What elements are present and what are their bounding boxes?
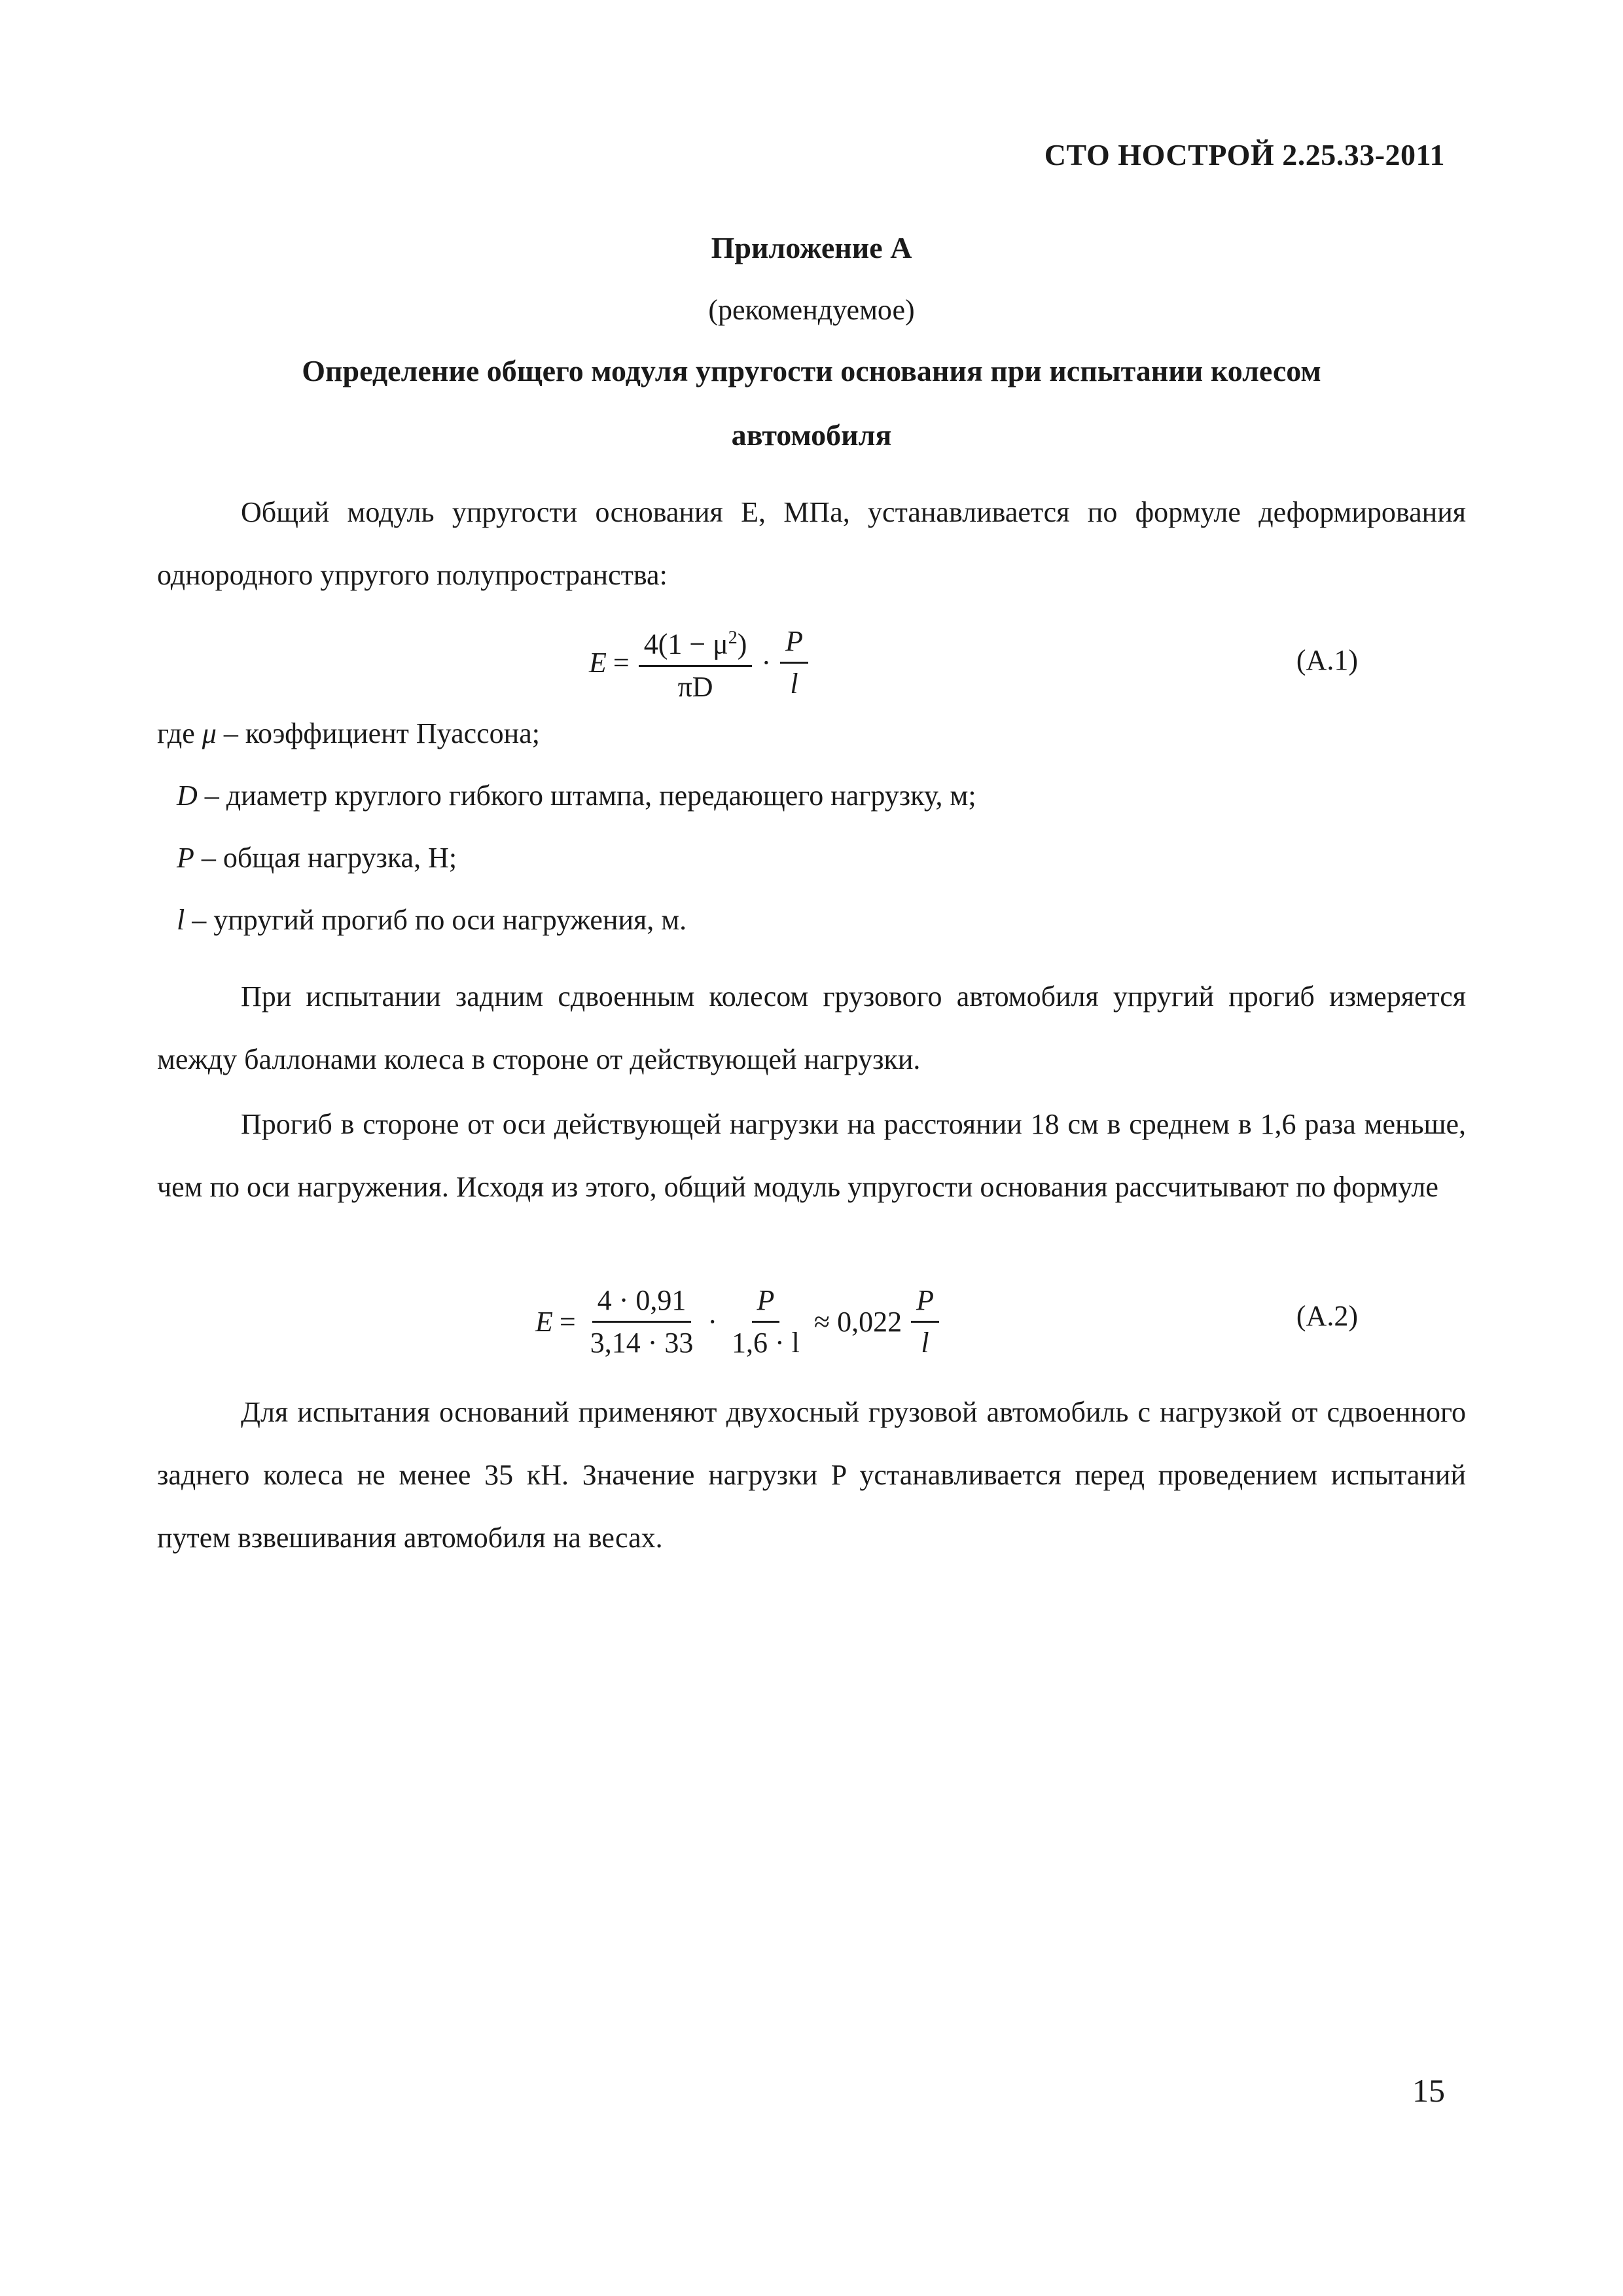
paragraph-2: При испытании задним сдвоенным колесом грузового автомобиля упругий прогиб измеряется между баллонами колеса в стороне от действующей нагрузки.	[157, 980, 1466, 1075]
definition-mu-text: – коэффициент Пуассона;	[216, 717, 540, 749]
definition-mu	[157, 717, 540, 750]
paragraph-3: Прогиб в стороне от оси действующей нагрузки на расстоянии 18 см в среднем в 1,6 раза меньше, чем по оси нагружения. Исходя из этого, общий модуль упругости основания рассчитывают по формуле	[157, 1108, 1466, 1203]
formula-a2-approx: ≈ 0,022	[813, 1306, 902, 1338]
definition-d-text: – диаметр круглого гибкого штампа, передающего нагрузку, м;	[197, 780, 976, 812]
formula-a1-label: (А.1)	[1296, 644, 1358, 676]
formula-a2-numerator-1: 4 · 0,91	[592, 1283, 692, 1323]
definition-d-symbol: D	[177, 780, 198, 812]
formula-a1	[589, 620, 811, 705]
formula-a1-num1-close: )	[737, 628, 747, 660]
formula-a1-lhs: E	[589, 646, 607, 679]
formula-a2-denominator-1: 3,14 · 33	[590, 1327, 694, 1359]
formula-a2	[535, 1283, 942, 1361]
formula-a1-denominator-1: πD	[677, 670, 713, 703]
formula-a2-lhs: E	[535, 1306, 553, 1338]
paragraph-4: Для испытания оснований применяют двухосный грузовой автомобиль с нагрузкой от сдвоенного заднего колеса не менее 35 кН. Значение нагрузки P устанавливается перед проведением испытаний путем взвешивания автомобиля на весах.	[157, 1396, 1466, 1554]
definition-p-text: – общая нагрузка, Н;	[194, 842, 457, 874]
paragraph-1-block	[157, 481, 1466, 607]
appendix-status: (рекомендуемое)	[708, 294, 915, 326]
formula-a2-dot: ·	[707, 1306, 718, 1338]
paragraph-2-block	[157, 965, 1466, 1091]
formula-a2-equals: =	[559, 1306, 576, 1338]
definition-l-symbol: l	[177, 904, 185, 936]
formula-a2-label: (А.2)	[1296, 1300, 1358, 1332]
definition-intro: где	[157, 717, 195, 749]
formula-a1-denominator-2: l	[790, 667, 798, 700]
formula-a2-fraction-3	[911, 1283, 939, 1361]
definition-p	[177, 841, 457, 874]
formula-a1-dot: ·	[761, 646, 772, 679]
formula-a2-numerator-2: P	[752, 1283, 780, 1323]
definition-p-symbol: P	[177, 842, 194, 874]
definition-l-text: – упругий прогиб по оси нагружения, м.	[185, 904, 687, 936]
paragraph-1: Общий модуль упругости основания Е, МПа, устанавливается по формуле деформирования однородного упругого полупространства:	[157, 496, 1466, 591]
formula-a2-denominator-3: l	[921, 1327, 929, 1359]
paragraph-4-block	[157, 1381, 1466, 1570]
formula-a1-superscript: 2	[728, 628, 738, 648]
paragraph-3-block	[157, 1093, 1466, 1219]
formula-a1-numerator-1	[639, 620, 753, 667]
formula-a2-fraction-1	[585, 1283, 699, 1361]
document-code: СТО НОСТРОЙ 2.25.33-2011	[1044, 138, 1445, 171]
definition-l	[177, 903, 687, 937]
definition-d	[177, 779, 976, 812]
formula-a2-numerator-3: P	[911, 1283, 939, 1323]
page-number: 15	[1412, 2072, 1445, 2109]
formula-a1-fraction-2	[780, 624, 808, 702]
definition-mu-symbol: μ	[202, 717, 217, 749]
formula-a1-numerator-2: P	[780, 624, 808, 664]
formula-a2-denominator-2: 1,6 · l	[732, 1327, 800, 1359]
appendix-title: Приложение А	[711, 231, 912, 264]
section-title-line2: автомобиля	[731, 418, 892, 452]
section-title-line1: Определение общего модуля упругости основания при испытании колесом	[302, 354, 1321, 387]
formula-a2-fraction-2	[726, 1283, 805, 1361]
formula-a1-num1-text: 4(1 − μ	[643, 628, 728, 660]
formula-a1-equals: =	[613, 646, 630, 679]
formula-a1-fraction-1	[639, 620, 753, 705]
